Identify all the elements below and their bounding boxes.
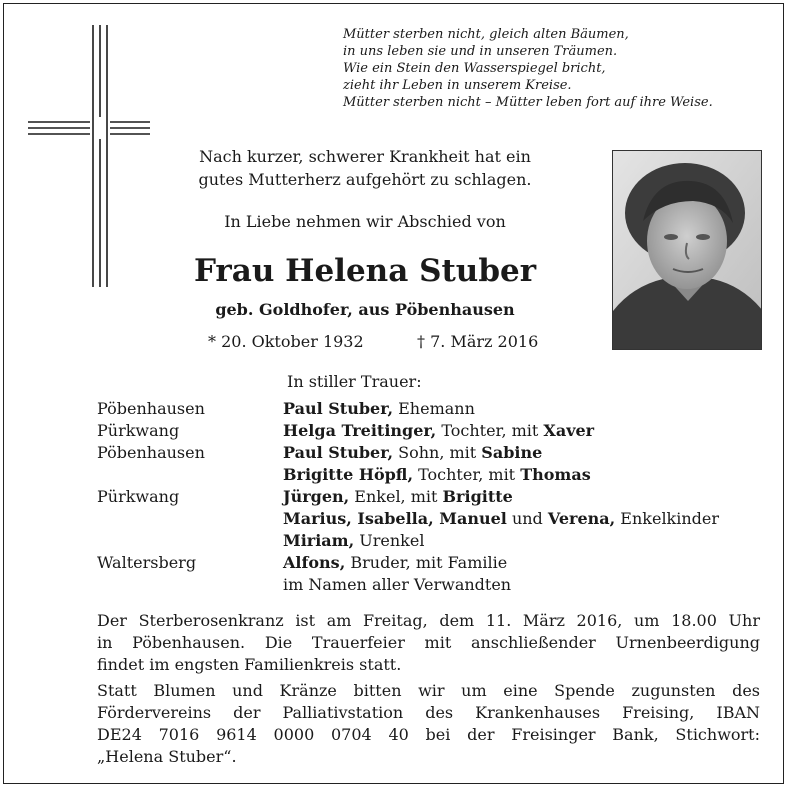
poem-line: in uns leben sie und in unseren Träumen. (343, 44, 618, 59)
mourner-name: Brigitte (442, 487, 513, 506)
deceased-name: Frau Helena Stuber (193, 253, 537, 289)
intro-text (160, 145, 570, 191)
mourner-name: Jürgen, (283, 487, 350, 506)
poem-line: Wie ein Stein den Wasserspiegel bricht, (343, 61, 606, 76)
mourner-relation: und (506, 509, 548, 528)
poem-line: Mütter sterben nicht, gleich alten Bäumen, (343, 27, 629, 42)
mourner-relation: Enkel, mit (349, 487, 443, 506)
mourner-names (283, 464, 591, 486)
mourner-relation: Enkelkinder (615, 509, 720, 528)
mourner-name: Xaver (543, 421, 595, 440)
paragraph-line: „Helena Stuber“. (97, 747, 237, 766)
mourner-names (283, 486, 513, 508)
mourner-names (283, 508, 719, 530)
mourner-relation: im Namen aller Verwandten (283, 575, 512, 594)
paragraph-line: Statt Blumen und Kränze bitten wir um eine Spende zugunsten des (97, 681, 760, 700)
mourner-place: Pöbenhausen (97, 399, 205, 418)
paragraph-line: in Pöbenhausen. Die Trauerfeier mit anschließender Urnenbeerdigung (97, 633, 760, 652)
birth-date: * 20. Oktober 1932 (208, 332, 364, 351)
mourner-name: Paul Stuber, (283, 399, 394, 418)
paragraph-line: DE24 7016 9614 0000 0704 40 bei der Freisinger Bank, Stichwort: (97, 725, 760, 744)
mourner-place: Pürkwang (97, 487, 180, 506)
farewell-text: In Liebe nehmen wir Abschied von (224, 212, 506, 231)
mourner-name: Thomas (520, 465, 591, 484)
intro-line: gutes Mutterherz aufgehört zu schlagen. (198, 170, 532, 189)
mourner-names (283, 530, 424, 552)
paragraph-line: Fördervereins der Palliativstation des Krankenhauses Freising, IBAN (97, 703, 760, 722)
mourner-name: Verena, (547, 509, 616, 528)
mourning-label: In stiller Trauer: (287, 372, 422, 391)
mourner-names (283, 442, 542, 464)
cross-icon (0, 0, 160, 300)
mourner-place: Pürkwang (97, 421, 180, 440)
poem-line: Mütter sterben nicht – Mütter leben fort auf ihre Weise. (343, 95, 713, 110)
mourner-relation: Bruder, mit Familie (345, 553, 508, 572)
death-date: † 7. März 2016 (417, 332, 539, 351)
mourner-relation: Tochter, mit (436, 421, 544, 440)
mourner-place: Waltersberg (97, 553, 197, 572)
portrait-photo (612, 150, 762, 350)
mourner-name: Marius, Isabella, Manuel (283, 509, 507, 528)
mourner-name: Miriam, (283, 531, 355, 550)
paragraph-line: findet im engsten Familienkreis statt. (97, 655, 402, 674)
mourner-relation: Tochter, mit (413, 465, 521, 484)
mourner-names (283, 398, 475, 420)
donation-paragraph (97, 680, 760, 768)
portrait-image (613, 151, 762, 350)
mourner-name: Helga Treitinger, (283, 421, 437, 440)
mourner-name: Sabine (481, 443, 543, 462)
mourner-name: Alfons, (283, 553, 346, 572)
mourner-relation: Ehemann (393, 399, 475, 418)
mourner-names (283, 552, 507, 574)
mourner-relation: Urenkel (354, 531, 425, 550)
rosary-paragraph (97, 610, 760, 676)
mourner-place: Pöbenhausen (97, 443, 205, 462)
mourner-names (283, 420, 594, 442)
mourner-relation: Sohn, mit (393, 443, 482, 462)
poem (343, 26, 713, 111)
poem-line: zieht ihr Leben in unserem Kreise. (343, 78, 572, 93)
paragraph-line: Der Sterberosenkranz ist am Freitag, dem 11. März 2016, um 18.00 Uhr (97, 611, 760, 630)
mourner-name: Brigitte Höpfl, (283, 465, 414, 484)
intro-line: Nach kurzer, schwerer Krankheit hat ein (199, 147, 531, 166)
mourner-names (283, 574, 511, 596)
deceased-origin: geb. Goldhofer, aus Pöbenhausen (215, 300, 515, 319)
mourner-name: Paul Stuber, (283, 443, 394, 462)
